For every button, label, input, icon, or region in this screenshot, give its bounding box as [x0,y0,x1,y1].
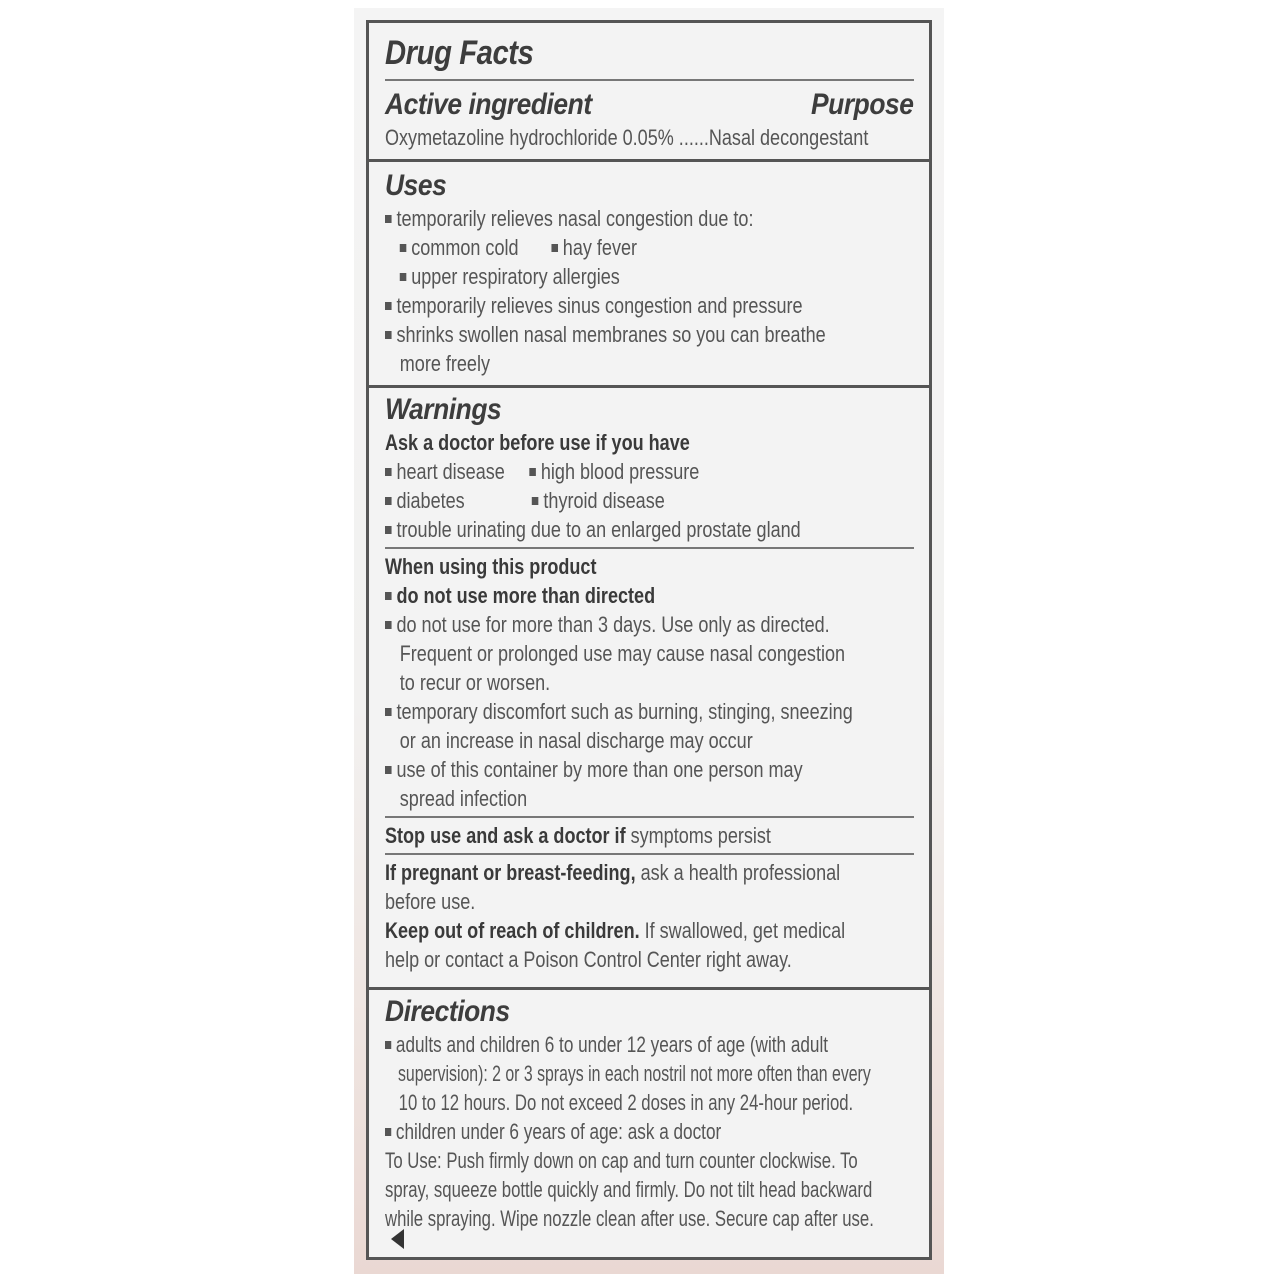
warnings-heading: Warnings [385,393,502,426]
warning-item-continued: Frequent or prolonged use may cause nasal congestion [399,641,846,666]
warning-item-continued: to recur or worsen. [399,670,551,695]
uses-heading: Uses [385,169,447,202]
to-use-line: spray, squeeze bottle quickly and firmly. Do not tilt head backward [385,1177,873,1202]
warning-item-continued: spread infection [399,786,528,811]
continued-arrow-icon [391,1229,404,1249]
warning-item: do not use for more than 3 days. Use only as directed. [385,610,820,639]
warning-item: use of this container by more than one person may [385,755,820,784]
condition-item: trouble urinating due to an enlarged prostate gland [385,515,820,544]
ask-doctor-heading: Ask a doctor before use if you have [385,430,690,455]
uses-item-continued: more freely [399,351,490,376]
drug-facts-panel [366,20,932,1260]
warnings-section [369,385,929,987]
uses-item: temporarily relieves sinus congestion and pressure [385,291,820,320]
direction-item: adults and children 6 to under 12 years of age (with adult [385,1030,798,1059]
warning-item-continued: or an increase in nasal discharge may occur [399,728,753,753]
uses-section [369,159,929,385]
keep-out-line-continued: help or contact a Poison Control Center right away. [385,947,792,972]
direction-item-continued: 10 to 12 hours. Do not exceed 2 doses in any 24-hour period. [398,1090,854,1115]
condition-item: thyroid disease [532,488,665,513]
pregnancy-line: If pregnant or breast-feeding, ask a health professional [385,860,841,885]
condition-item: diabetes [385,488,465,513]
active-ingredient-section [369,23,929,159]
uses-item: temporarily relieves nasal congestion due to: [385,204,820,233]
directions-heading: Directions [385,995,510,1028]
pregnancy-line-continued: before use. [385,889,476,914]
uses-item: shrinks swollen nasal membranes so you can breathe [385,320,820,349]
uses-subitem: hay fever [551,235,637,260]
active-ingredient-heading: Active ingredient [385,88,592,121]
directions-section [369,987,929,1257]
condition-item: high blood pressure [529,459,699,484]
direction-item: children under 6 years of age: ask a doctor [385,1117,798,1146]
uses-subitem: upper respiratory allergies [400,264,620,289]
purpose-heading: Purpose [811,88,914,121]
uses-subitem: common cold [400,235,519,260]
drug-facts-title: Drug Facts [385,34,534,72]
keep-out-line: Keep out of reach of children. If swallowed, get medical [385,918,846,943]
stop-use-line: Stop use and ask a doctor if symptoms persist [385,823,771,848]
condition-item: heart disease [385,459,505,484]
warning-item: temporary discomfort such as burning, stinging, sneezing [385,697,820,726]
to-use-line: while spraying. Wipe nozzle clean after use. Secure cap after use. [385,1206,874,1231]
direction-item-continued: supervision): 2 or 3 sprays in each nostril not more often than every [397,1061,871,1086]
warning-item: do not use more than directed [385,581,820,610]
ingredient-line: Oxymetazoline hydrochloride 0.05% ......Nasal decongestant [385,125,869,150]
to-use-line: To Use: Push firmly down on cap and turn counter clockwise. To [385,1148,858,1173]
when-using-heading: When using this product [385,554,597,579]
